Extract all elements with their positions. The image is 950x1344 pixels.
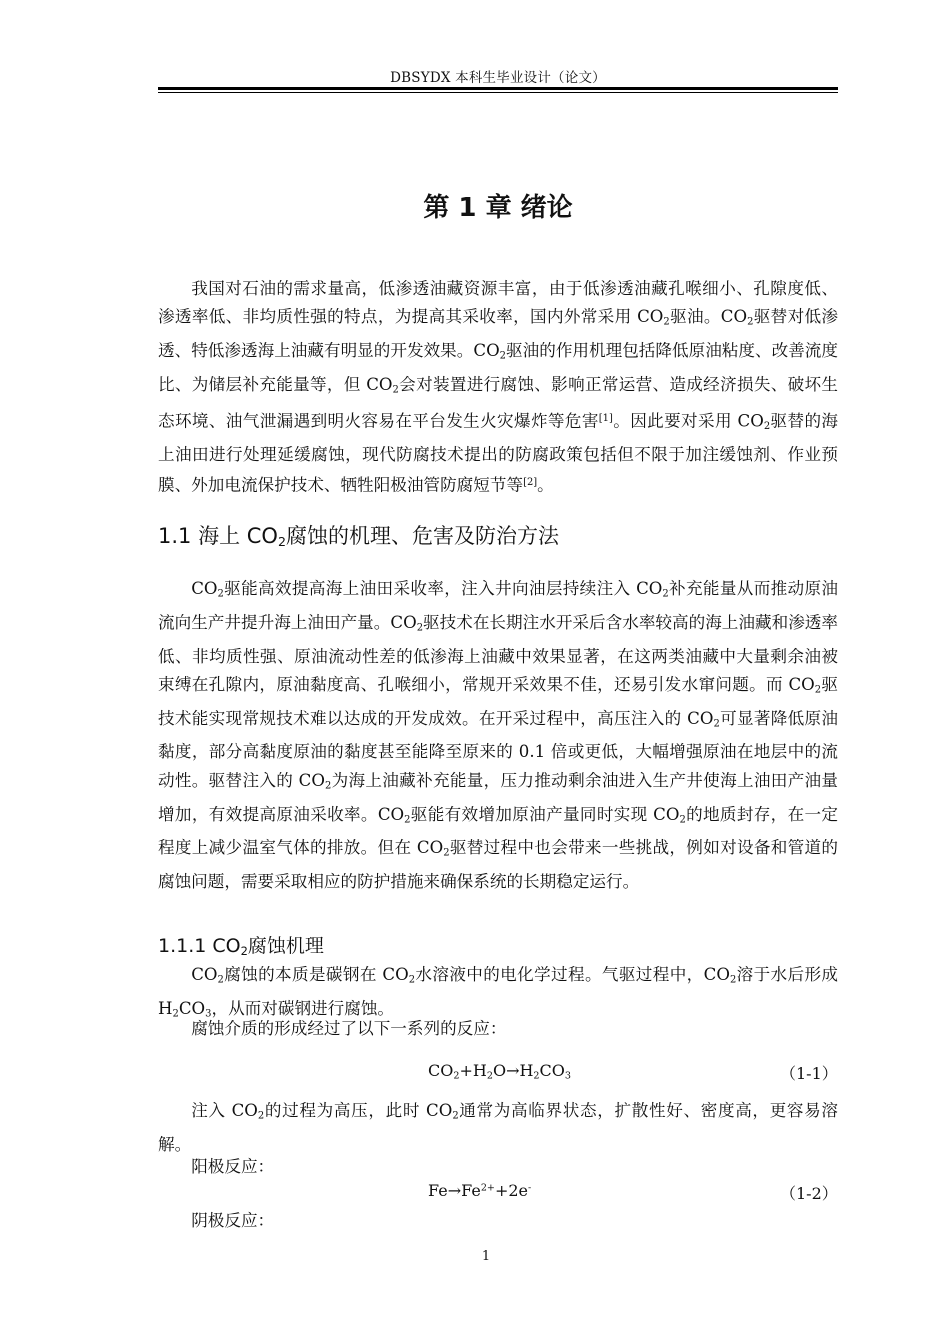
equation-1-2: $Fe\to Fe^{2+}+2e^-$ [428,1181,532,1200]
header-rule-thick [158,87,838,90]
equation-1-1: $CO_2+H_2O\to H_2CO_3$ [428,1061,571,1082]
citation-1: [1] [598,412,613,424]
chapter-title: 第 1 章 绪论 [423,193,573,223]
header-rule-thin [158,92,838,93]
page-number: 1 [481,1249,491,1264]
equation-number-1-1: （1-1） [780,1064,838,1083]
citation-2: [2] [523,477,538,489]
anode-reaction-label: 阳极反应： [191,1157,275,1176]
cathode-reaction-label: 阴极反应： [191,1211,275,1230]
section-heading-1-1-1: 1.1.1 $CO_2$腐蚀机理 [158,935,324,958]
page-header: DBSYDX 本科生毕业设计（论文） [390,70,606,86]
paragraph-corrosion-mechanism: $CO_2$腐蚀的本质是碳钢在 $CO_2$水溶液中的电化学过程。气驱过程中，$CO_2$溶于水后形成 $H_2CO_3$，从而对碳钢进行腐蚀。 [158,965,838,1020]
equation-number-1-2: （1-2） [780,1184,838,1203]
paragraph-reactions-intro: 腐蚀介质的形成经过了以下一系列的反应： [191,1019,507,1038]
section-heading-1-1: 1.1 海上 $CO_2$腐蚀的机理、危害及防治方法 [158,524,559,550]
paragraph-co2-flooding: $CO_2$驱能高效提高海上油田采收率，注入井向油层持续注入 $CO_2$补充能量从而推动原油流向生产井提升海上油田产量。$CO_2$驱技术在长期注水开采后含水率较高的海上油藏和渗透率低、非均质性强、原油流动性差的低渗海上油藏中效果显著，在这两类油藏中大量剩余油被束缚在孔隙内，原油黏度高、孔喉细小，常规开采效果不佳，还易引发水窜问题。而 $CO_2$驱技术能实现常规技术难以达成的开发成效。在开采过程中，高压注入的 $CO_2$可显著降低原油黏度，部分高黏度原油的黏度甚至能降至原来的 0.1 倍或更低，大幅增强原油在地层中的流动性。驱替注入的 $CO_2$为海上油藏补充能量，压力推动剩余油进入生产井使海上油田产油量增加，有效提高原油采收率。$CO_2$驱能有效增加原油产量同时实现 $CO_2$的地质封存，在一定程度上减少温室气体的排放。但在 $CO_2$驱替过程中也会带来一些挑战，例如对设备和管道的腐蚀问题，需要采取相应的防护措施来确保系统的长期稳定运行。 [158,579,839,892]
paragraph-high-pressure: 注入 $CO_2$的过程为高压，此时 $CO_2$通常为高临界状态，扩散性好、密度高，更容易溶解。 [158,1101,839,1154]
paragraph-intro: 我国对石油的需求量高，低渗透油藏资源丰富，由于低渗透油藏孔喉细小、孔隙度低、渗透率低、非均质性强的特点，为提高其采收率，国内外常采用 $CO_2$驱油。$CO_2$驱替对低渗透、特低渗透海上油藏有明显的开发效果。$CO_2$驱油的作用机理包括降低原油粘度、改善流度比、为储层补充能量等，但 $CO_2$会对装置进行腐蚀、影响正常运营、造成经济损失、破坏生态环境、油气泄漏遇到明火容易在平台发生火灾爆炸等危害[1]。因此要对采用 $CO_2$驱替的海上油田进行处理延缓腐蚀，现代防腐技术提出的防腐政策包括但不限于加注缓蚀剂、作业预膜、外加电流保护技术、牺牲阳极油管防腐短节等[2]。 [158,279,839,495]
